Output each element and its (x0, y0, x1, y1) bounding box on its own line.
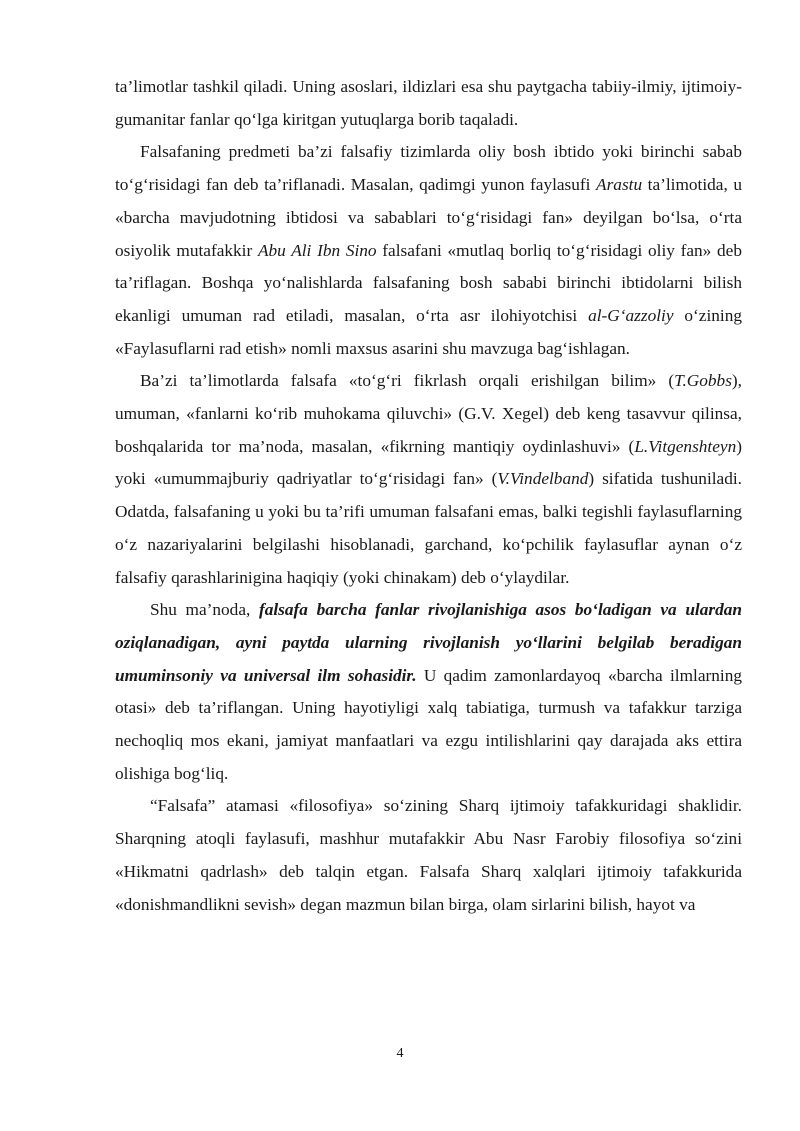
document-body (115, 71, 742, 921)
italic-text: T.Gobbs (674, 371, 732, 391)
italic-text: V.Vindelband (497, 469, 589, 489)
text-run: ), umuman, «fanlarni ko‘rib muhokama qiluvchi» (G.V. Xegel) deb keng tasavvur qilinsa, boshqalarida tor ma’noda, masalan, «fikrning mantiqiy oydinlashuvi» ( (115, 371, 742, 456)
text-run: ta’limotida, u «barcha mavjudotning ibtidosi va sabablari to‘g‘risidagi fan» deyilgan bo‘lsa, o‘rta osiyolik mutafakkir (115, 175, 742, 260)
bold-italic-text: falsafa barcha fanlar rivojlanishiga asos bo‘ladigan va ulardan oziqlanadigan, ayni paytda ularning rivojlanish yo‘llarini belgilab beradigan umuminsoniy va universal ilm sohasidir. (115, 600, 742, 685)
page-number: 4 (396, 1046, 404, 1061)
text-run: falsafani «mutlaq borliq to‘g‘risidagi oliy fan» deb ta’riflagan. Boshqa yo‘nalishlarda falsafaning bosh sababi birinchi ibtidolarni bilish ekanligi umuman rad etiladi, masalan, o‘rta asr ilohiyotchisi (115, 240, 742, 325)
text-run: Shu ma’noda, (150, 600, 259, 620)
paragraph (115, 790, 742, 921)
text-run: o‘zining «Faylasuflarni rad etish» nomli maxsus asarini shu mavzuga bag‘ishlagan. (115, 305, 742, 358)
italic-text: Arastu (596, 175, 643, 195)
text-run: U qadim zamonlardayoq «barcha ilmlarning otasi» deb ta’riflangan. Uning hayotiyligi xalq tabiatiga, turmush va tafakkur tarziga nechoqliq mos ekani, jamiyat manfaatlari va ezgu intilishlarini qay darajada aks ettira olishiga bog‘liq. (115, 665, 742, 783)
text-run: Ba’zi ta’limotlarda falsafa «to‘g‘ri fikrlash orqali erishilgan bilim» ( (140, 371, 675, 391)
text-run: Falsafaning predmeti ba’zi falsafiy tizimlarda oliy bosh ibtido yoki birinchi sabab to‘g‘risidagi fan deb ta’riflanadi. Masalan, qadimgi yunon faylasufi (115, 142, 742, 195)
paragraph (115, 365, 742, 594)
italic-text: al-G‘azzoliy (588, 305, 674, 325)
text-run: ) sifatida tushuniladi. Odatda, falsafaning u yoki bu ta’rifi umuman falsafani emas, balki tegishli faylasuflarning o‘z nazariyalarini belgilashi hisoblanadi, garchand, ko‘pchilik faylasuflar aynan o‘z falsafiy qarashlarinigina haqiqiy (yoki chinakam) deb o‘ylaydilar. (115, 469, 742, 587)
paragraph (115, 594, 742, 790)
italic-text: L.Vitgenshteyn (634, 436, 737, 456)
text-run: “Falsafa” atamasi «filosofiya» so‘zining Sharq ijtimoiy tafakkuridagi shaklidir. Sharqning atoqli faylasufi, mashhur mutafakkir Abu Nasr Farobiy filosofiya so‘zini «Hikmatni qadrlash» deb talqin etgan. Falsafa Sharq xalqlari ijtimoiy tafakkurida «donishmandlikni sevish» degan mazmun bilan birga, olam sirlarini bilish, hayot va (115, 796, 742, 914)
text-run: ta’limotlar tashkil qiladi. Uning asoslari, ildizlari esa shu paytgacha tabiiy-ilmiy, ijtimoiy-gumanitar fanlar qo‘lga kiritgan yutuqlarga borib taqaladi. (115, 77, 742, 129)
italic-text: Abu Ali Ibn Sino (257, 240, 377, 260)
paragraph (115, 71, 742, 136)
paragraph (115, 136, 742, 365)
text-run: ) yoki «umummajburiy qadriyatlar to‘g‘risidagi fan» ( (115, 436, 742, 489)
